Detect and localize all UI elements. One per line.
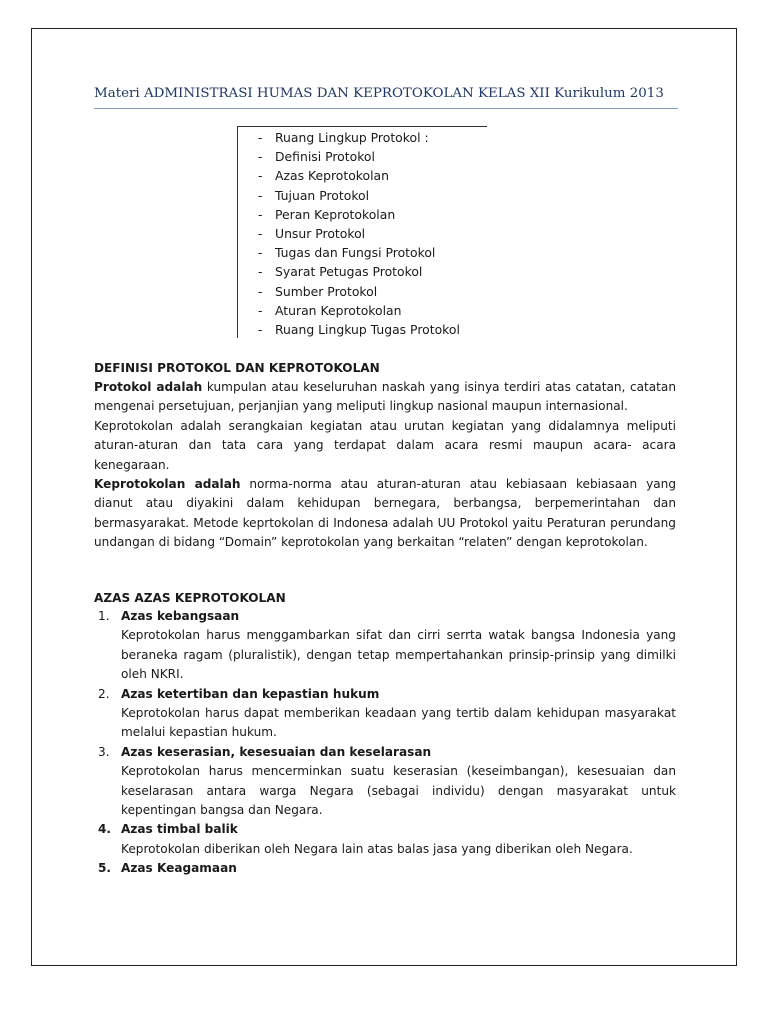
- paragraph-keprotokolan: Keprotokolan adalah serangkaian kegiatan atau urutan kegiatan yang didalamnya meliputi aturan-aturan dan tata cara yang terdapat dalam acara resmi maupun acara- acara kenegaraan.: [94, 418, 676, 472]
- list-item-desc: Keprotokolan harus menggambarkan sifat dan cirri serrta watak bangsa Indonesia yang beraneka ragam (pluralistik), dengan tetap mempertahankan prinsip-prinsip yang dimilki oleh NKRI.: [121, 628, 676, 682]
- toc-item-label: Unsur Protokol: [275, 226, 366, 242]
- section-heading-definisi: DEFINISI PROTOKOL DAN KEPROTOKOLAN: [94, 361, 380, 375]
- list-item-title: Azas ketertiban dan kepastian hukum: [121, 686, 380, 701]
- list-item: [94, 743, 676, 821]
- paragraph-text: norma-norma atau aturan-aturan atau kebiasaan kebiasaan yang dianut atau diyakini dalam kehidupan bernegara, berbangsa, berpemerintahan dan bermasyarakat. Metode keprtokolan di Indonesa adalah UU Protokol yaitu Peraturan perundang undangan di bidang “Domain” keprotokolan yang berkaitan “relaten” dengan keprotokolan.: [94, 477, 676, 550]
- toc-item: [258, 320, 460, 339]
- toc-dash: -: [258, 302, 263, 318]
- term-protokol: Protokol adalah: [94, 380, 203, 394]
- list-item-title: Azas Keagamaan: [121, 861, 237, 876]
- list-item-title: Azas timbal balik: [121, 822, 238, 837]
- toc-item: [258, 166, 460, 185]
- toc-item-label: Tujuan Protokol: [275, 187, 370, 203]
- toc-dash: -: [258, 245, 263, 261]
- section-heading-azas: AZAS AZAS KEPROTOKOLAN: [94, 591, 286, 605]
- toc-list: [258, 128, 460, 339]
- list-item-desc: Keprotokolan diberikan oleh Negara lain atas balas jasa yang diberikan oleh Negara.: [121, 841, 633, 856]
- section-definisi: [94, 378, 676, 553]
- toc-item-label: Syarat Petugas Protokol: [275, 264, 423, 280]
- toc-item-label: Aturan Keprotokolan: [275, 302, 402, 318]
- list-item-desc: Keprotokolan harus dapat memberikan keadaan yang tertib dalam kehidupan masyarakat melalui kepastian hukum.: [121, 706, 676, 740]
- list-number: 3.: [98, 744, 110, 759]
- toc-item: [258, 262, 460, 281]
- toc-item: [258, 186, 460, 205]
- toc-dash: -: [258, 322, 263, 338]
- toc-item-label: Ruang Lingkup Protokol :: [275, 130, 429, 145]
- list-item-desc: Keprotokolan harus mencerminkan suatu keserasian (keseimbangan), kesesuaian dan keselarasan antara warga Negara (sebagai individu) dengan masyarakat untuk kepentingan bangsa dan Negara.: [121, 764, 676, 818]
- toc-item: [258, 243, 460, 262]
- toc-dash: -: [258, 149, 263, 165]
- list-number: 2.: [98, 686, 110, 701]
- toc-item: [258, 282, 460, 301]
- paragraph-protokol: [94, 378, 676, 417]
- term-keprotokolan: Keprotokolan adalah: [94, 477, 241, 492]
- list-item: [94, 607, 676, 685]
- paragraph-text: kumpulan atau keseluruhan naskah yang isinya terdiri atas catatan, catatan mengenai persetujuan, perjanjian yang meliputi lingkup nasional maupun internasional.: [94, 380, 676, 414]
- toc-item-label: Sumber Protokol: [275, 283, 378, 299]
- toc-item-label: Definisi Protokol: [275, 149, 375, 165]
- toc-item-label: Peran Keprotokolan: [275, 206, 396, 222]
- toc-dash: -: [258, 206, 263, 222]
- list-item-title: Azas kebangsaan: [121, 609, 240, 623]
- list-number: 1.: [98, 609, 110, 623]
- toc-item: [258, 301, 460, 320]
- toc-item-label: Azas Keprotokolan: [275, 168, 390, 184]
- azas-list: [94, 607, 676, 879]
- document-header: Materi ADMINISTRASI HUMAS DAN KEPROTOKOLAN KELAS XII Kurikulum 2013: [94, 86, 664, 101]
- toc-dash: -: [258, 187, 263, 203]
- paragraph-keprotokolan-norma: [94, 475, 676, 553]
- toc-item-label: Tugas dan Fungsi Protokol: [275, 245, 436, 261]
- header-rule: [94, 108, 678, 109]
- list-item: [94, 820, 676, 859]
- toc-dash: -: [258, 226, 263, 242]
- toc-item: [258, 147, 460, 166]
- toc-dash: -: [258, 130, 263, 145]
- list-item-title: Azas keserasian, kesesuaian dan keselarasan: [121, 744, 432, 759]
- toc-item: [258, 224, 460, 243]
- list-item: [94, 685, 676, 743]
- toc-dash: -: [258, 283, 263, 299]
- toc-item: [258, 205, 460, 224]
- toc-dash: -: [258, 168, 263, 184]
- toc-dash: -: [258, 264, 263, 280]
- toc-item: [258, 128, 460, 147]
- list-number: 5.: [98, 861, 112, 876]
- toc-item-label: Ruang Lingkup Tugas Protokol: [275, 322, 460, 338]
- list-number: 4.: [98, 822, 112, 837]
- list-item: [94, 859, 676, 878]
